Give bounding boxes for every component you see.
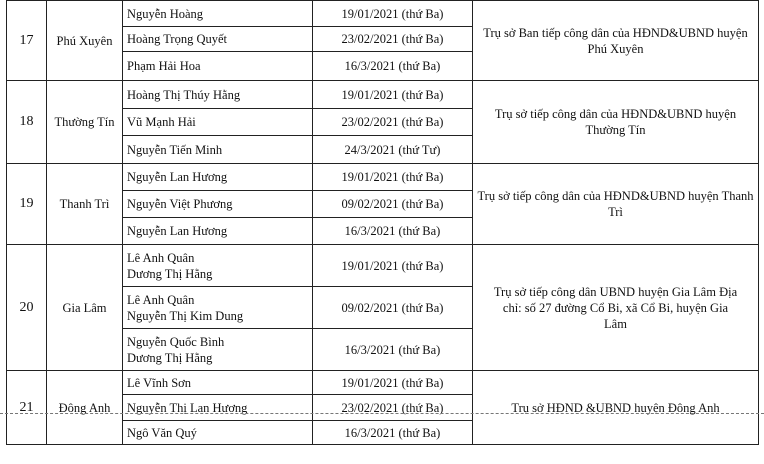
reception-date: 23/02/2021 (thứ Ba) (313, 109, 473, 136)
reception-date: 19/01/2021 (thứ Ba) (313, 164, 473, 191)
official-name: Nguyễn Tiến Minh (123, 136, 313, 164)
official-name: Vũ Mạnh Hải (123, 109, 313, 136)
reception-date: 19/01/2021 (thứ Ba) (313, 245, 473, 287)
reception-location: Trụ sở HĐND &UBND huyện Đông Anh (473, 371, 759, 445)
reception-date: 16/3/2021 (thứ Ba) (313, 52, 473, 81)
reception-date: 09/02/2021 (thứ Ba) (313, 191, 473, 218)
official-name: Lê Vĩnh Sơn (123, 371, 313, 395)
reception-date: 24/3/2021 (thứ Tư) (313, 136, 473, 164)
table-row (7, 371, 759, 395)
table-row (7, 81, 759, 109)
district-name: Phú Xuyên (47, 1, 123, 81)
reception-location: Trụ sở tiếp công dân UBND huyện Gia Lâm Địa chỉ: số 27 đường Cổ Bi, xã Cổ Bi, huyện Gia Lâm (473, 245, 759, 371)
official-name: Nguyễn Việt Phương (123, 191, 313, 218)
official-name-secondary: Dương Thị Hằng (127, 350, 213, 365)
row-index: 20 (7, 245, 47, 371)
reception-date: 23/02/2021 (thứ Ba) (313, 27, 473, 52)
official-name: Ngô Văn Quý (123, 421, 313, 445)
reception-date: 19/01/2021 (thứ Ba) (313, 81, 473, 109)
row-index: 19 (7, 164, 47, 245)
reception-location: Trụ sở Ban tiếp công dân của HĐND&UBND huyện Phú Xuyên (473, 1, 759, 81)
official-names-cell (123, 245, 313, 287)
citizen-reception-schedule-table (6, 0, 759, 445)
reception-date: 19/01/2021 (thứ Ba) (313, 1, 473, 27)
district-name: Đông Anh (47, 371, 123, 445)
reception-date: 19/01/2021 (thứ Ba) (313, 371, 473, 395)
official-name: Phạm Hải Hoa (123, 52, 313, 81)
page-fold-line (0, 413, 764, 414)
official-name: Lê Anh Quân (127, 250, 195, 265)
official-name-secondary: Dương Thị Hằng (127, 266, 213, 281)
reception-location: Trụ sở tiếp công dân của HĐND&UBND huyện Thanh Trì (473, 164, 759, 245)
reception-date: 16/3/2021 (thứ Ba) (313, 421, 473, 445)
reception-date: 16/3/2021 (thứ Ba) (313, 329, 473, 371)
row-index: 18 (7, 81, 47, 164)
district-name: Thường Tín (47, 81, 123, 164)
official-name-secondary: Nguyễn Thị Kim Dung (127, 308, 244, 323)
official-name: Nguyễn Lan Hương (123, 164, 313, 191)
table-row (7, 245, 759, 287)
official-name: Nguyễn Thị Lan Hương (123, 395, 313, 421)
table-row (7, 1, 759, 27)
district-name: Thanh Trì (47, 164, 123, 245)
official-name: Lê Anh Quân (127, 292, 195, 307)
schedule-table-container (6, 0, 758, 445)
district-name: Gia Lâm (47, 245, 123, 371)
official-name: Hoàng Trọng Quyết (123, 27, 313, 52)
official-name: Hoàng Thị Thúy Hằng (123, 81, 313, 109)
reception-date: 16/3/2021 (thứ Ba) (313, 218, 473, 245)
row-index: 21 (7, 371, 47, 445)
table-row (7, 164, 759, 191)
row-index: 17 (7, 1, 47, 81)
official-names-cell (123, 287, 313, 329)
reception-date: 09/02/2021 (thứ Ba) (313, 287, 473, 329)
official-name: Nguyễn Lan Hương (123, 218, 313, 245)
official-name: Nguyễn Hoàng (123, 1, 313, 27)
official-name: Nguyễn Quốc Bình (127, 334, 225, 349)
official-names-cell (123, 329, 313, 371)
reception-location: Trụ sở tiếp công dân của HĐND&UBND huyện Thường Tín (473, 81, 759, 164)
reception-date: 23/02/2021 (thứ Ba) (313, 395, 473, 421)
